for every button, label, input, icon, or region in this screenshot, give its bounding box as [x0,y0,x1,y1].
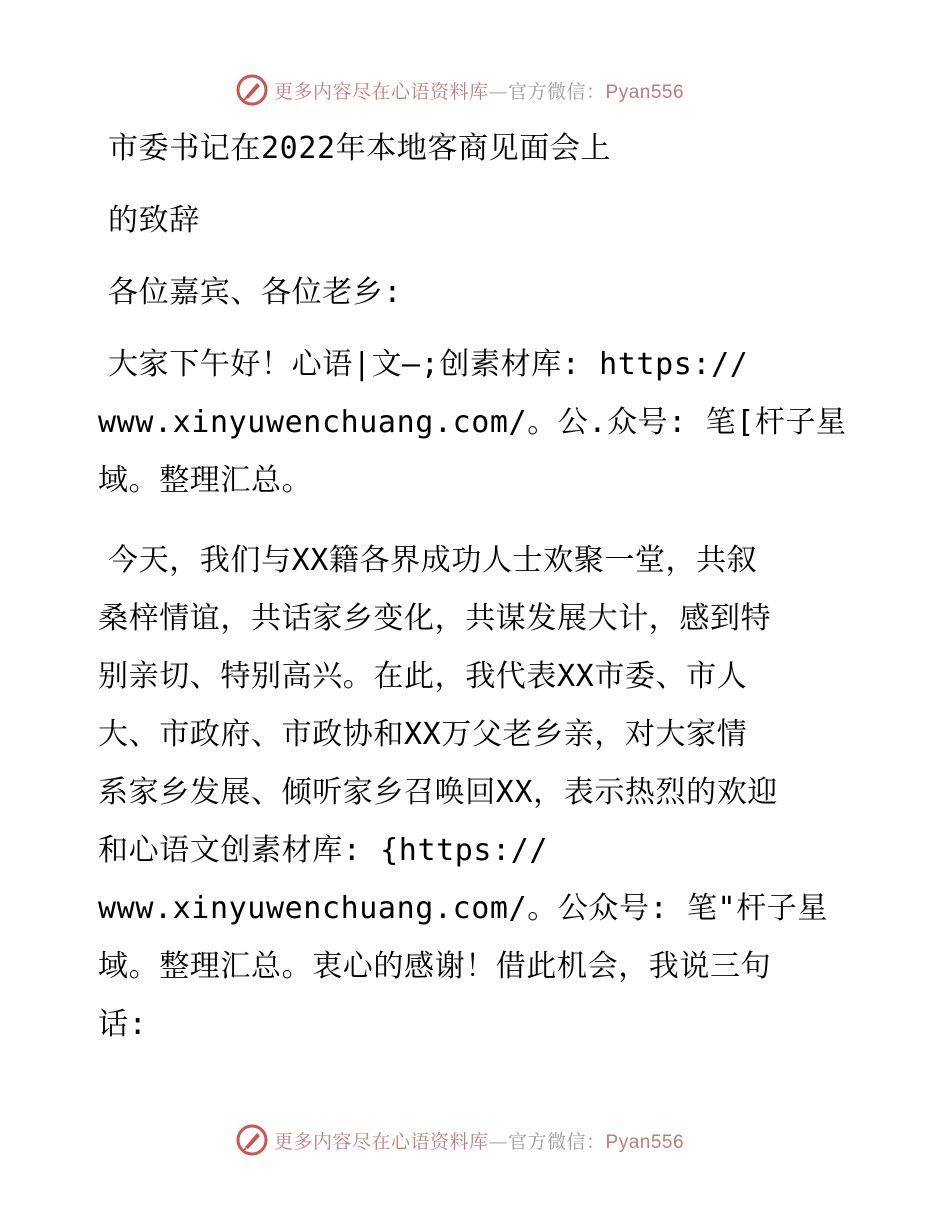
paragraph-line: 今天，我们与XX籍各界成功人士欢聚一堂，共叙 [108,543,758,578]
paragraph-line: 和心语文创素材库: {https:// [98,833,549,868]
banner-site-text: 更多内容尽在心语资料库 [274,1130,489,1153]
paragraph-line: 系家乡发展、倾听家乡召唤回XX，表示热烈的欢迎 [98,775,778,810]
paragraph-line: 大、市政府、市政协和XX万父老乡亲，对大家情 [98,717,748,752]
salutation: 各位嘉宾、各位老乡: [108,275,403,310]
paragraph-line: 域。整理汇总。衷心的感谢！借此机会，我说三句 [98,949,772,984]
paragraph-2 [98,532,868,1054]
footer-banner [236,1122,756,1158]
title-line-1: 市委书记在2022年本地客商见面会上 [108,131,612,166]
banner-text [274,77,684,104]
pen-logo-icon [236,74,268,106]
paragraph-line: 话: [98,1007,148,1042]
paragraph-line: 别亲切、特别高兴。在此，我代表XX市委、市人 [98,659,748,694]
banner-wechat-id: Pyan556 [605,1131,685,1153]
paragraph-line: www.xinyuwenchuang.com/。公.众号: 笔[杆子星 [98,405,847,440]
banner-wechat-label: 官方微信： [508,80,606,103]
paragraph-line: 域。整理汇总。 [98,463,313,498]
header-banner [236,72,756,108]
paragraph-line: www.xinyuwenchuang.com/。公众号: 笔"杆子星 [98,891,828,926]
banner-wechat-id: Pyan556 [605,81,685,103]
title-line-2: 的致辞 [108,203,200,238]
paragraph-1 [98,336,868,510]
paragraph-line: 大家下午好！心语|文—;创素材库: https:// [108,347,749,382]
banner-text [274,1127,684,1154]
pen-logo-icon [236,1124,268,1156]
banner-site-text: 更多内容尽在心语资料库 [274,80,489,103]
banner-wechat-label: 官方微信： [508,1130,606,1153]
paragraph-line: 桑梓情谊，共话家乡变化，共谋发展大计，感到特 [98,601,772,636]
banner-dash: — [488,1130,509,1153]
document-body [98,120,868,1054]
banner-dash: — [488,80,509,103]
